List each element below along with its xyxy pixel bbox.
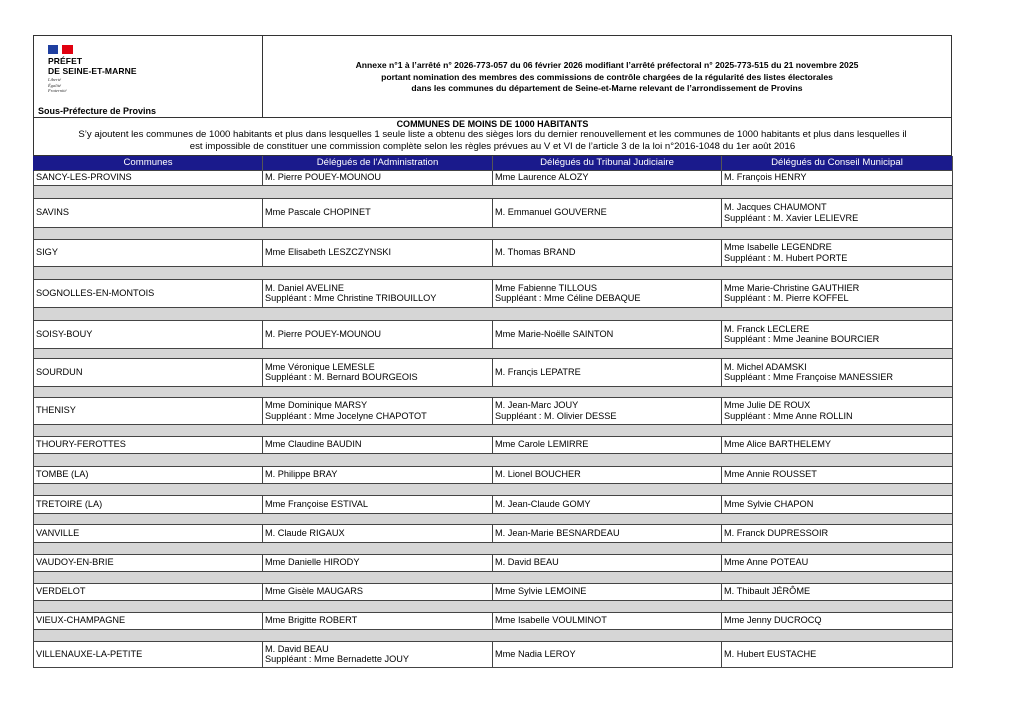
delegate-name: Mme Fabienne TILLOUS (495, 282, 597, 293)
tribunal-delegate-cell (493, 524, 722, 542)
delegate-name: M. Daniel AVELINE (265, 282, 344, 293)
delegate-name: M. François HENRY (724, 172, 807, 183)
marianne-flag-logo-icon (48, 45, 73, 54)
tribunal-delegate-cell (493, 397, 722, 424)
commune-cell: THENISY (34, 397, 263, 424)
substitute-name: Suppléant : Mme Céline DEBAQUE (495, 293, 641, 303)
conseil-delegate-cell (722, 279, 953, 307)
commune-cell: TOMBE (LA) (34, 466, 263, 483)
administration-delegate-cell (263, 436, 493, 453)
tribunal-delegate-cell (493, 198, 722, 227)
commune-cell: VERDELOT (34, 583, 263, 600)
commune-cell: VILLENAUXE-LA-PETITE (34, 641, 263, 667)
delegate-name: Mme Carole LEMIRRE (495, 439, 589, 450)
administration-delegate-cell (263, 612, 493, 629)
conseil-delegate-cell (722, 320, 953, 348)
table-row (34, 239, 953, 266)
table-row (34, 279, 953, 307)
document-page (33, 35, 952, 668)
substitute-name: Suppléant : M. Hubert PORTE (724, 252, 848, 263)
separator-row (34, 348, 953, 358)
delegate-name: Mme Jenny DUCROCQ (724, 615, 822, 626)
delegate-name: Mme Véronique LEMESLE (265, 361, 375, 372)
delegate-name: Mme Danielle HIRODY (265, 557, 360, 568)
delegate-name: M. Jean-Marie BESNARDEAU (495, 527, 620, 538)
commune-cell: VAUDOY-EN-BRIE (34, 554, 263, 571)
separator-cell (34, 629, 953, 641)
table-header-row (34, 156, 953, 170)
separator-cell (34, 307, 953, 320)
conseil-delegate-cell (722, 554, 953, 571)
separator-cell (34, 483, 953, 495)
delegate-name: M. David BEAU (265, 643, 329, 654)
tribunal-delegate-cell (493, 170, 722, 185)
delegate-name: Mme Pascale CHOPINET (265, 207, 371, 218)
delegate-name: Mme Françoise ESTIVAL (265, 498, 368, 509)
conseil-delegate-cell (722, 397, 953, 424)
document-header (33, 35, 952, 118)
tribunal-delegate-cell (493, 641, 722, 667)
delegate-name: M. Hubert EUSTACHE (724, 648, 817, 659)
tribunal-delegate-cell (493, 239, 722, 266)
republic-motto: Liberté Égalité Fraternité (48, 77, 67, 93)
delegate-name: Mme Anne POTEAU (724, 557, 809, 568)
conseil-delegate-cell (722, 436, 953, 453)
table-row (34, 358, 953, 386)
substitute-name: Suppléant : Mme Christine TRIBOUILLOY (265, 293, 437, 303)
administration-delegate-cell (263, 279, 493, 307)
administration-delegate-cell (263, 466, 493, 483)
separator-cell (34, 424, 953, 436)
administration-delegate-cell (263, 358, 493, 386)
administration-delegate-cell (263, 170, 493, 185)
separator-row (34, 542, 953, 554)
separator-row (34, 513, 953, 524)
separator-row (34, 483, 953, 495)
substitute-name: Suppléant : Mme Jocelyne CHAPOTOT (265, 410, 427, 421)
delegate-name: M. Jean-Marc JOUY (495, 400, 579, 410)
commune-cell: THOURY-FEROTTES (34, 436, 263, 453)
conseil-delegate-cell (722, 583, 953, 600)
annexe-title: Annexe n°1 à l’arrêté n° 2026-773-057 du 06 février 2026 modifiant l’arrêté préfectoral n° 2025-773-515 du 21 novembre 2025 portant nomination des membres des commissions de contrôle chargées de la régularité des listes électorales dans les communes du département de Seine-et-Marne relevant de l’arrondissement de Provins (355, 60, 859, 94)
tribunal-delegate-cell (493, 466, 722, 483)
commune-cell: SOGNOLLES-EN-MONTOIS (34, 279, 263, 307)
delegate-name: Mme Julie DE ROUX (724, 400, 811, 410)
administration-delegate-cell (263, 641, 493, 667)
delegate-name: Mme Alice BARTHELEMY (724, 439, 832, 450)
delegate-name: M. Michel ADAMSKI (724, 361, 807, 372)
administration-delegate-cell (263, 583, 493, 600)
table-row (34, 554, 953, 571)
table-row (34, 170, 953, 185)
table-row (34, 612, 953, 629)
separator-row (34, 266, 953, 279)
delegate-name: Mme Nadia LEROY (495, 648, 576, 659)
separator-cell (34, 453, 953, 466)
conseil-delegate-cell (722, 495, 953, 513)
sub-prefecture-label: Sous-Préfecture de Provins (38, 106, 157, 116)
administration-delegate-cell (263, 495, 493, 513)
delegate-name: M. Lionel BOUCHER (495, 469, 581, 480)
separator-row (34, 571, 953, 583)
separator-cell (34, 600, 953, 612)
separator-row (34, 629, 953, 641)
separator-cell (34, 185, 953, 198)
table-row (34, 641, 953, 667)
delegate-name: Mme Sylvie LEMOINE (495, 586, 587, 597)
tribunal-delegate-cell (493, 554, 722, 571)
commune-cell: SANCY-LES-PROVINS (34, 170, 263, 185)
separator-row (34, 386, 953, 397)
separator-cell (34, 348, 953, 358)
commune-cell: SOISY-BOUY (34, 320, 263, 348)
delegate-name: M. Thibault JÉRÔME (724, 586, 811, 597)
column-header-conseil: Délégués du Conseil Municipal (722, 156, 953, 170)
substitute-name: Suppléant : M. Xavier LELIEVRE (724, 212, 859, 223)
conseil-delegate-cell (722, 198, 953, 227)
separator-row (34, 424, 953, 436)
commune-cell: TRETOIRE (LA) (34, 495, 263, 513)
administration-delegate-cell (263, 320, 493, 348)
delegate-name: M. Jacques CHAUMONT (724, 202, 827, 212)
delegate-name: Mme Elisabeth LESZCZYNSKI (265, 247, 392, 258)
separator-cell (34, 513, 953, 524)
delegate-name: Mme Gisèle MAUGARS (265, 586, 364, 597)
table-row (34, 198, 953, 227)
section-heading (33, 118, 952, 156)
tribunal-delegate-cell (493, 583, 722, 600)
delegate-name: M. Franck DUPRESSOIR (724, 527, 829, 538)
delegate-name: M. Pierre POUEY-MOUNOU (265, 328, 382, 339)
delegate-name: Mme Claudine BAUDIN (265, 439, 362, 450)
separator-cell (34, 227, 953, 239)
delegate-name: M. Philippe BRAY (265, 469, 338, 480)
table-body (34, 170, 953, 667)
commune-cell: SAVINS (34, 198, 263, 227)
table-row (34, 320, 953, 348)
column-header-administration: Délégués de l’Administration (263, 156, 493, 170)
conseil-delegate-cell (722, 641, 953, 667)
table-row (34, 466, 953, 483)
column-header-communes: Communes (34, 156, 263, 170)
delegate-name: Mme Laurence ALOZY (495, 172, 589, 183)
tribunal-delegate-cell (493, 612, 722, 629)
delegate-name: Mme Sylvie CHAPON (724, 498, 814, 509)
tribunal-delegate-cell (493, 279, 722, 307)
delegate-name: M. Emmanuel GOUVERNE (495, 207, 607, 218)
substitute-name: Suppléant : Mme Françoise MANESSIER (724, 372, 894, 382)
substitute-name: Suppléant : Mme Jeanine BOURCIER (724, 334, 880, 344)
separator-row (34, 600, 953, 612)
delegate-name: Mme Marie-Christine GAUTHIER (724, 282, 860, 293)
separator-row (34, 227, 953, 239)
table-row (34, 397, 953, 424)
commune-cell: VANVILLE (34, 524, 263, 542)
substitute-name: Suppléant : M. Pierre KOFFEL (724, 293, 849, 303)
conseil-delegate-cell (722, 466, 953, 483)
delegate-name: M. Franck LECLERE (724, 323, 810, 334)
delegate-name: M. Claude RIGAUX (265, 527, 345, 538)
substitute-name: Suppléant : Mme Bernadette JOUY (265, 654, 410, 664)
separator-row (34, 307, 953, 320)
delegate-name: Mme Dominique MARSY (265, 400, 368, 410)
conseil-delegate-cell (722, 612, 953, 629)
delegate-name: Mme Isabelle LEGENDRE (724, 242, 832, 252)
commune-cell: SOURDUN (34, 358, 263, 386)
conseil-delegate-cell (722, 170, 953, 185)
delegate-name: M. Franςis LEPATRE (495, 366, 581, 377)
conseil-delegate-cell (722, 524, 953, 542)
delegate-name: Mme Marie-Noëlle SAINTON (495, 328, 614, 339)
administration-delegate-cell (263, 524, 493, 542)
prefet-title: PRÉFET DE SEINE-ET-MARNE (48, 56, 137, 76)
substitute-name: Suppléant : M. Bernard BOURGEOIS (265, 372, 418, 382)
delegate-name: Mme Isabelle VOULMINOT (495, 615, 607, 626)
delegate-name: M. Jean-Claude GOMY (495, 498, 591, 509)
delegate-name: M. Thomas BRAND (495, 247, 576, 258)
commune-cell: VIEUX-CHAMPAGNE (34, 612, 263, 629)
separator-cell (34, 542, 953, 554)
substitute-name: Suppléant : M. Olivier DESSE (495, 410, 617, 421)
separator-row (34, 453, 953, 466)
separator-row (34, 185, 953, 198)
tribunal-delegate-cell (493, 320, 722, 348)
delegates-table (33, 156, 953, 668)
table-row (34, 524, 953, 542)
commune-cell: SIGY (34, 239, 263, 266)
separator-cell (34, 571, 953, 583)
table-row (34, 436, 953, 453)
administration-delegate-cell (263, 198, 493, 227)
administration-delegate-cell (263, 397, 493, 424)
section-title: COMMUNES DE MOINS DE 1000 HABITANTS (396, 119, 589, 129)
column-header-tribunal: Délégués du Tribunal Judiciaire (493, 156, 722, 170)
prefecture-brand-block (34, 36, 263, 117)
tribunal-delegate-cell (493, 358, 722, 386)
table-row (34, 583, 953, 600)
separator-cell (34, 386, 953, 397)
delegate-name: M. David BEAU (495, 557, 559, 568)
section-note: S’y ajoutent les communes de 1000 habitants et plus dans lesquelles 1 seule liste a obtenu des sièges lors du dernier renouvellement et les communes de 1000 habitants et plus dans lesquelles il est impossible de constituer une commission complète selon les règles prévues au V et VI de l’article 3 de la loi n°2016-1048 du 1er août 2016 (78, 129, 907, 152)
table-row (34, 495, 953, 513)
administration-delegate-cell (263, 239, 493, 266)
conseil-delegate-cell (722, 239, 953, 266)
substitute-name: Suppléant : Mme Anne ROLLIN (724, 410, 853, 421)
delegate-name: Mme Annie ROUSSET (724, 469, 817, 480)
tribunal-delegate-cell (493, 436, 722, 453)
delegate-name: Mme Brigitte ROBERT (265, 615, 358, 626)
separator-cell (34, 266, 953, 279)
administration-delegate-cell (263, 554, 493, 571)
delegate-name: M. Pierre POUEY-MOUNOU (265, 172, 382, 183)
conseil-delegate-cell (722, 358, 953, 386)
tribunal-delegate-cell (493, 495, 722, 513)
